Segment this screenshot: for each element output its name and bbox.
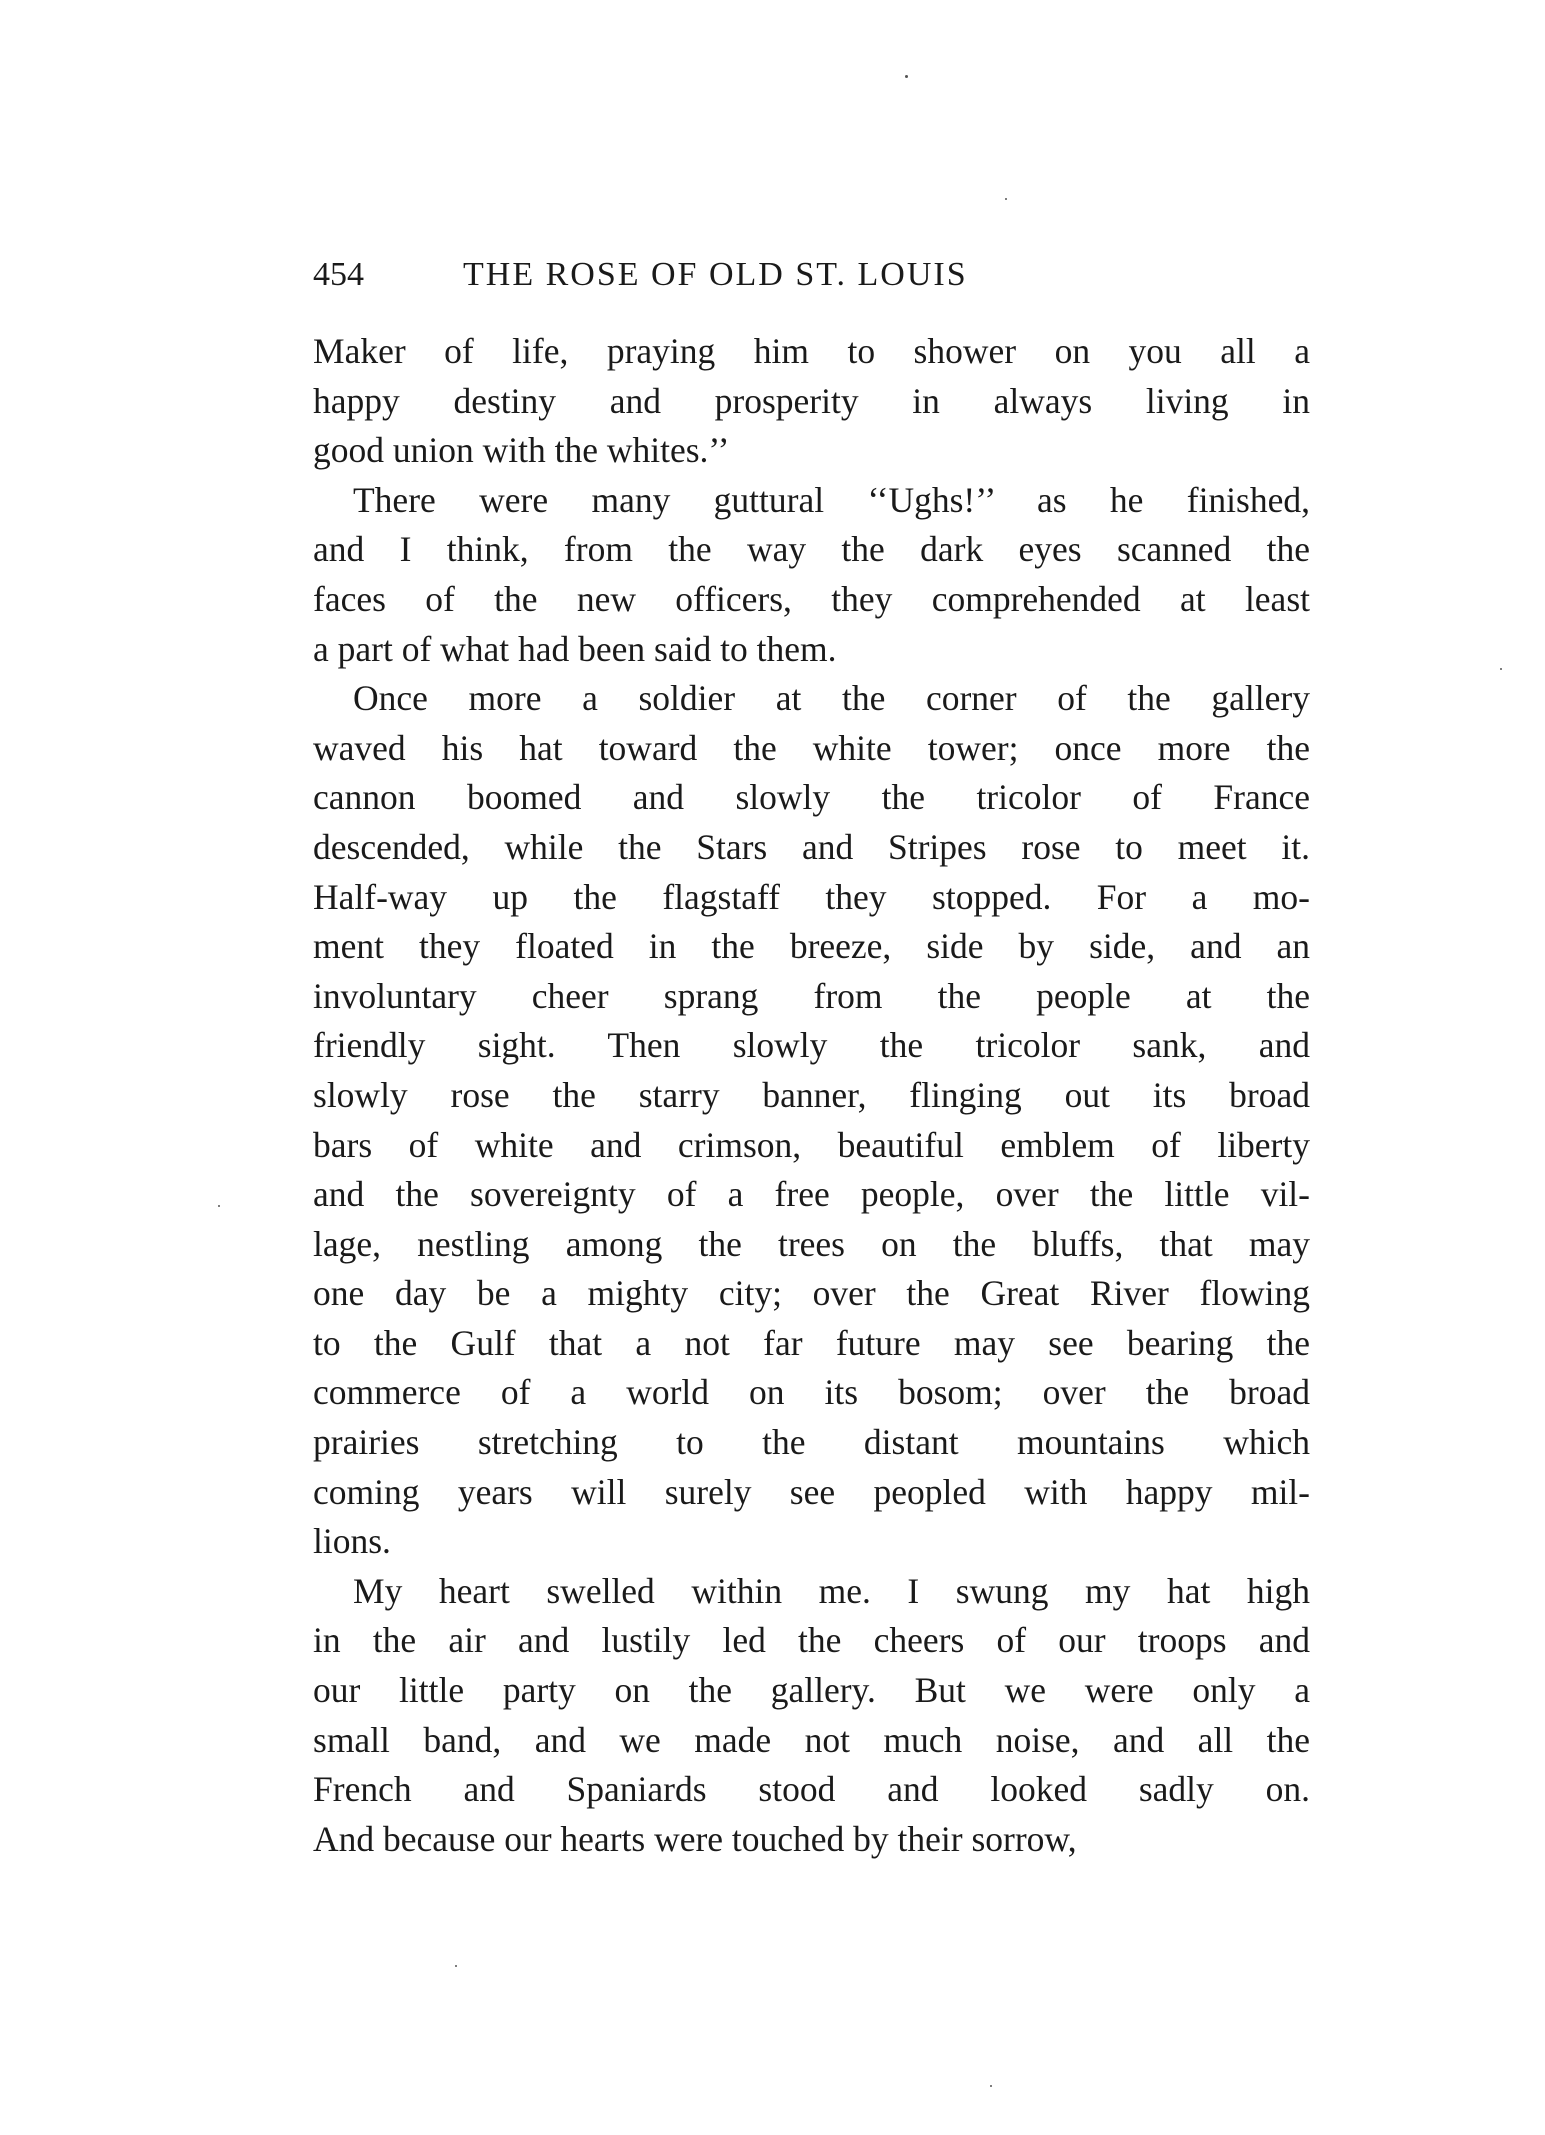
text-line: waved his hat toward the white tower; once more the	[313, 727, 1310, 768]
text-line: in the air and lustily led the cheers of our troops and	[313, 1620, 1310, 1661]
scan-speck	[455, 1965, 457, 1967]
text-line: involuntary cheer sprang from the people at the	[313, 975, 1310, 1016]
text-line: and the sovereignty of a free people, over the little vil-	[313, 1174, 1310, 1215]
text-line: friendly sight. Then slowly the tricolor sank, and	[313, 1025, 1310, 1066]
scan-speck	[218, 1205, 220, 1207]
page-body	[313, 327, 1310, 1864]
text-line: cannon boomed and slowly the tricolor of France	[313, 777, 1310, 818]
text-line: a part of what had been said to them.	[313, 628, 837, 669]
text-line: and I think, from the way the dark eyes scanned the	[313, 529, 1310, 570]
paragraph	[313, 674, 1310, 1567]
text-line: our little party on the gallery. But we were only a	[313, 1670, 1310, 1711]
text-line: My heart swelled within me. I swung my hat high	[353, 1570, 1310, 1611]
text-line: good union with the whites.’’	[313, 430, 730, 471]
text-line: Half-way up the flagstaff they stopped. For a mo-	[313, 876, 1310, 917]
text-line: descended, while the Stars and Stripes rose to meet it.	[313, 826, 1310, 867]
text-line: bars of white and crimson, beautiful emblem of liberty	[313, 1124, 1310, 1165]
scan-speck	[1500, 668, 1502, 670]
scan-speck	[1005, 198, 1007, 200]
scan-speck	[905, 75, 908, 78]
text-line: commerce of a world on its bosom; over the broad	[313, 1372, 1310, 1413]
text-line: lions.	[313, 1521, 391, 1562]
paragraph	[313, 476, 1310, 674]
text-line: small band, and we made not much noise, and all the	[313, 1719, 1310, 1760]
text-line: one day be a mighty city; over the Great River flowing	[313, 1273, 1310, 1314]
text-line: There were many guttural ‘‘Ughs!’’ as he finished,	[353, 479, 1310, 520]
paragraph	[313, 1567, 1310, 1865]
text-line: lage, nestling among the trees on the bluffs, that may	[313, 1223, 1310, 1264]
text-line: ment they floated in the breeze, side by side, and an	[313, 926, 1310, 967]
scan-speck	[990, 2085, 992, 2087]
text-line: coming years will surely see peopled with happy mil-	[313, 1471, 1310, 1512]
running-header	[313, 250, 1313, 300]
text-line: to the Gulf that a not far future may see bearing the	[313, 1322, 1310, 1363]
text-line: French and Spaniards stood and looked sadly on.	[313, 1769, 1310, 1810]
running-title: THE ROSE OF OLD ST. LOUIS	[463, 256, 968, 293]
text-line: Once more a soldier at the corner of the gallery	[353, 678, 1310, 719]
page-number: 454	[313, 256, 364, 293]
text-line: faces of the new officers, they comprehended at least	[313, 578, 1310, 619]
text-line: And because our hearts were touched by their sorrow,	[313, 1818, 1077, 1859]
text-line: prairies stretching to the distant mountains which	[313, 1422, 1310, 1463]
text-line: Maker of life, praying him to shower on you all a	[313, 331, 1310, 371]
text-line: happy destiny and prosperity in always living in	[313, 380, 1310, 421]
text-line: slowly rose the starry banner, flinging out its broad	[313, 1074, 1310, 1115]
paragraph	[313, 327, 1310, 476]
